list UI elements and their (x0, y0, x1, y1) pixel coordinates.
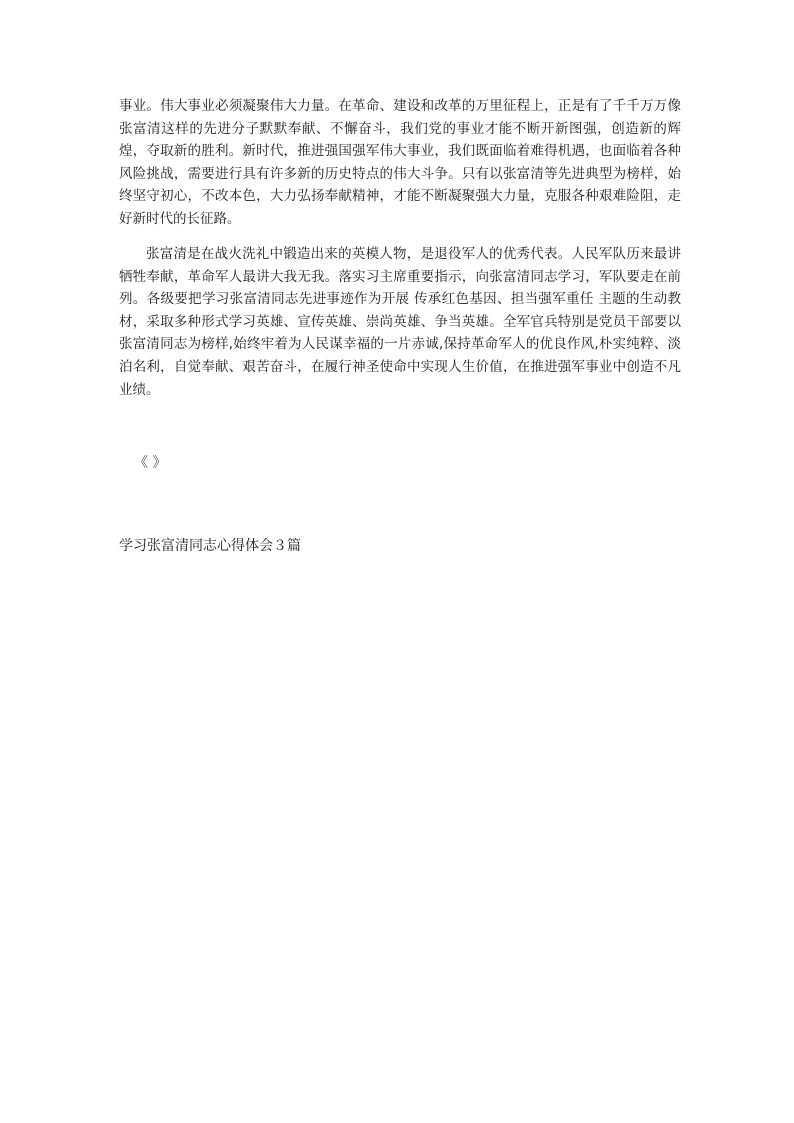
body-paragraph-2: 张富清是在战火洗礼中锻造出来的英模人物，是退役军人的优秀代表。人民军队历来最讲牺牲奉献，革命军人最讲大我无我。落实习主席重要指示，向张富清同志学习，军队要走在前列。各级要把学习张富清同志先进事迹作为开展 传承红色基因、担当强军重任 主题的生动教材，采取多种形式学习英雄、宣传英雄、崇尚英雄、争当英雄。全军官兵特别是党员干部要以张富清同志为榜样,始终牢着为人民谋幸福的一片赤诚,保持革命军人的优良作风,朴实纯粹、淡泊名利，自觉奉献、艰苦奋斗，在履行神圣使命中实现人生价值，在推进强军事业中创造不凡业绩。 (119, 246, 681, 398)
next-article-title: 学习张富清同志心得体会３篇 (119, 538, 301, 554)
empty-title-marker: 《 》 (134, 455, 167, 471)
body-paragraph-1: 事业。伟大事业必须凝聚伟大力量。在革命、建设和改革的万里征程上，正是有了千千万万像张富清这样的先进分子默默奉献、不懈奋斗，我们党的事业才能不断开新图强，创造新的辉煌，夺取新的胜利。新时代，推进强国强军伟大事业，我们既面临着难得机遇，也面临着各种风险挑战，需要进行具有许多新的历史特点的伟大斗争。只有以张富清等先进典型为榜样，始终坚守初心，不改本色，大力弘扬奉献精神，才能不断凝聚强大力量，克服各种艰难险阻，走好新时代的长征路。 (119, 98, 681, 227)
